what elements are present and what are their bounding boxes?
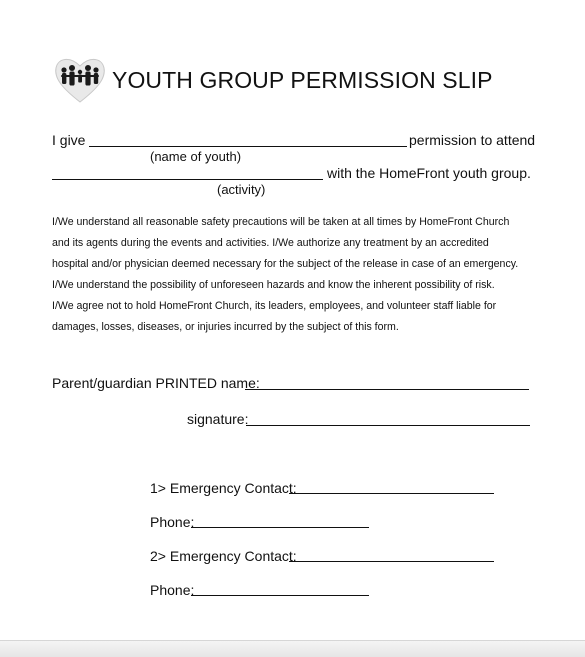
heart-family-logo-icon <box>52 52 108 106</box>
phone-2-label: Phone: <box>150 582 195 598</box>
signature-field[interactable] <box>246 425 530 426</box>
page-title: YOUTH GROUP PERMISSION SLIP <box>112 67 493 93</box>
agreement-line: damages, losses, diseases, or injuries incurred by the subject of this form. <box>52 320 399 333</box>
agreement-line: I/We agree not to hold HomeFront Church, its leaders, employees, and volunteer staff liable for <box>52 299 497 312</box>
agreement-line: and its agents during the events and activities. I/We authorize any treatment by an accredited <box>52 236 489 249</box>
emergency-contact-1-label: 1> Emergency Contact: <box>150 480 297 496</box>
i-give-label: I give <box>52 132 86 148</box>
emergency-contact-1-field[interactable] <box>289 493 494 494</box>
agreement-line: I/We understand the possibility of unforeseen hazards and know the inherent possibility of risk. <box>52 278 495 291</box>
page-bottom-edge <box>0 640 585 657</box>
phone-2-field[interactable] <box>191 595 369 596</box>
activity-field[interactable] <box>52 179 323 180</box>
agreement-paragraph <box>52 212 534 337</box>
parent-name-label: Parent/guardian PRINTED name: <box>52 375 260 391</box>
parent-name-field[interactable] <box>245 389 529 390</box>
emergency-contact-2-field[interactable] <box>289 561 494 562</box>
with-group-label: with the HomeFront youth group. <box>327 165 531 181</box>
activity-caption: (activity) <box>217 182 266 197</box>
phone-1-label: Phone: <box>150 514 195 530</box>
permission-to-attend-label: permission to attend <box>409 132 536 148</box>
agreement-line: I/We understand all reasonable safety precautions will be taken at all times by HomeFront Church <box>52 216 510 228</box>
phone-1-field[interactable] <box>191 527 369 528</box>
youth-name-field[interactable] <box>89 146 407 147</box>
signature-label: signature: <box>187 411 249 427</box>
emergency-contact-2-label: 2> Emergency Contact: <box>150 548 297 564</box>
name-of-youth-caption: (name of youth) <box>150 149 242 164</box>
agreement-line: hospital and/or physician deemed necessary for the subject of the release in case of an emergency. <box>52 257 519 270</box>
